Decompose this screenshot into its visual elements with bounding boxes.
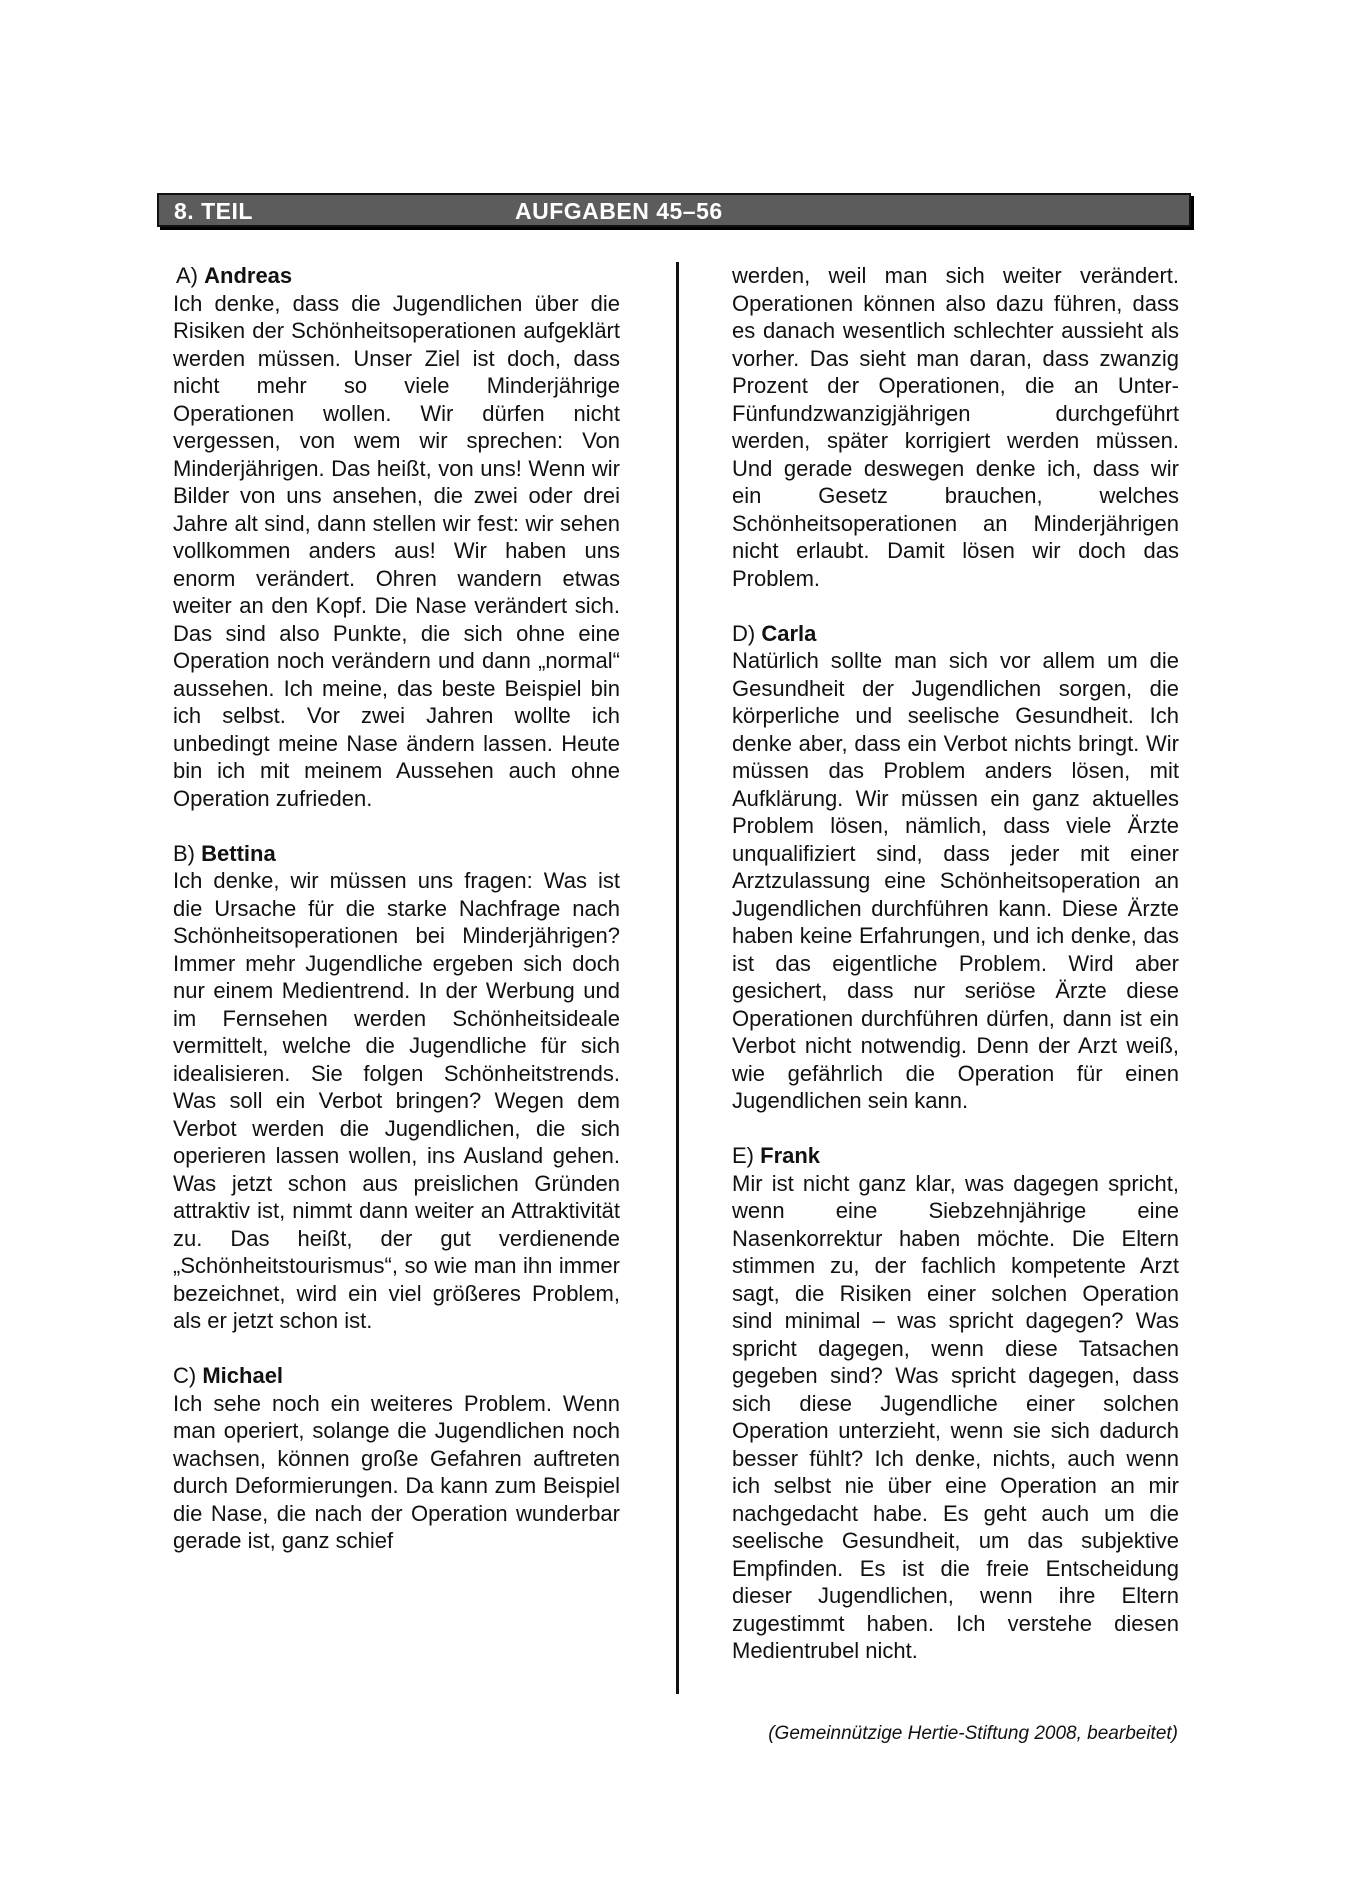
tasks-label: AUFGABEN 45–56 [515,198,723,224]
section-letter: A) [176,263,198,288]
source-citation: (Gemeinnützige Hertie-Stiftung 2008, bearbeitet) [768,1723,1178,1744]
speaker-name: Bettina [201,840,276,866]
statement-michael-part2: werden, weil man sich weiter verändert. Operationen können also dazu führen, dass es danach wesentlich schlechter aussieht als vorher. Das sieht man daran, dass zwanzig Prozent der Operationen, die an Unter-Fünfundzwanzigjährigen durchgeführt werden, später korrigiert werden müssen. Und gerade deswegen denke ich, dass wir ein Gesetz brauchen, welches Schönheitsoperationen an Minderjährigen nicht erlaubt. Damit lösen wir doch das Problem. [732,263,1179,591]
statement-frank: Mir ist nicht ganz klar, was dagegen spricht, wenn eine Siebzehnjährige eine Nasenkorrektur haben möchte. Die Eltern stimmen zu, der fachlich kompetente Arzt sagt, die Risiken einer solchen Operation sind minimal – was spricht dagegen? Was spricht dagegen, wenn diese Tatsachen gegeben sind? Was spricht dagegen, dass sich diese Jugendliche einer solchen Operation unterzieht, wenn sie sich dadurch besser fühlt? Ich denke, nichts, auch wenn ich selbst nie über eine Operation an mir nachgedacht habe. Es geht auch um die seelische Gesundheit, um das subjektive Empfinden. Es ist die freie Entscheidung dieser Jugendlichen, wenn ihre Eltern zugestimmt haben. Ich verstehe diesen Medientrubel nicht. [732,1170,1179,1663]
section-letter: D) [732,620,756,646]
part-label: 8. TEIL [174,198,253,224]
section-letter: B) [173,840,195,866]
section-heading-frank [732,1142,1179,1170]
section-letter: C) [173,1363,197,1388]
section-heading-bettina [173,840,620,868]
statement-bettina: Ich denke, wir müssen uns fragen: Was ist die Ursache für die starke Nachfrage nach Schönheitsoperationen bei Minderjährigen? Immer mehr Jugendliche ergeben sich doch nur einem Medientrend. In der Werbung und im Fernsehen werden Schönheitsideale vermittelt, welche die Jugendliche für sich idealisieren. Sie folgen Schönheitstrends. Was soll ein Verbot bringen? Wegen dem Verbot werden die Jugendlichen, die sich operieren lassen wollen, ins Ausland gehen. Was jetzt schon aus preislichen Gründen attraktiv ist, nimmt dann weiter an Attraktivität zu. Das heißt, der gut verdienende „Schönheitstourismus“, so wie man ihn immer bezeichnet, wird ein viel größeres Problem, als er jetzt schon ist. [173,868,620,1333]
statement-michael-part1: Ich sehe noch ein weiteres Problem. Wenn man operiert, solange die Jugendlichen noch wachsen, können große Gefahren auftreten durch Deformierungen. Da kann zum Beispiel die Nase, die nach der Operation wunderbar gerade ist, ganz schief [173,1390,620,1553]
left-column [173,262,620,1555]
statement-carla: Natürlich sollte man sich vor allem um die Gesundheit der Jugendlichen sorgen, die körperliche und seelische Gesundheit. Ich denke aber, dass ein Verbot nichts bringt. Wir müssen das Problem anders lösen, mit Aufklärung. Wir müssen ein ganz aktuelles Problem lösen, nämlich, dass viele Ärzte unqualifiziert sind, dass jeder mit einer Arztzulassung eine Schönheitsoperation an Jugendlichen durchführen kann. Diese Ärzte haben keine Erfahrungen, und ich denke, das ist das eigentliche Problem. Wird aber gesichert, dass nur seriöse Ärzte diese Operationen durchführen dürfen, dann ist ein Verbot nicht notwendig. Denn der Arzt weiß, wie gefährlich die Operation für einen Jugendlichen sein kann. [732,648,1179,1113]
section-heading-andreas [173,262,620,290]
right-column [732,262,1179,1665]
statement-andreas: Ich denke, dass die Jugendlichen über die Risiken der Schönheitsoperationen aufgeklärt werden müssen. Unser Ziel ist doch, dass nicht mehr so viele Minderjährige Operationen wollen. Wir dürfen nicht vergessen, von wem wir sprechen: Von Minderjährigen. Das heißt, von uns! Wenn wir Bilder von uns ansehen, die zwei oder drei Jahre alt sind, dann stellen wir fest: wir sehen vollkommen anders aus! Wir haben uns enorm verändert. Ohren wandern etwas weiter an den Kopf. Die Nase verändert sich. Das sind also Punkte, die sich ohne eine Operation noch verändern und dann „normal“ aussehen. Ich meine, das beste Beispiel bin ich selbst. Vor zwei Jahren wollte ich unbedingt meine Nase ändern lassen. Heute bin ich mit meinem Aussehen auch ohne Operation zufrieden. [173,290,620,811]
speaker-name: Frank [760,1143,821,1168]
section-heading-carla [732,620,1179,648]
speaker-name: Michael [202,1363,284,1388]
column-divider [676,262,679,1694]
speaker-name: Carla [761,620,817,646]
speaker-name: Andreas [204,263,293,288]
section-header-bar [157,193,1191,227]
section-letter: E) [732,1143,754,1168]
section-heading-michael [173,1362,620,1390]
